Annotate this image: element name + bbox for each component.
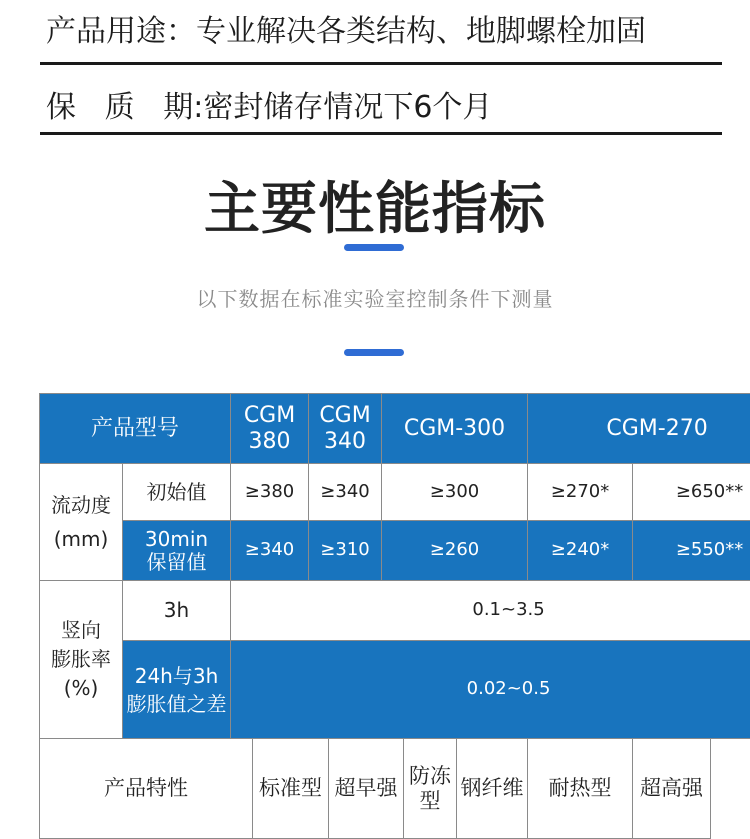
subtitle-accent-bar	[344, 349, 404, 356]
flow-retained-cgm380: ≥340	[231, 521, 309, 581]
flow-retained-cgm300: ≥260	[382, 521, 528, 581]
performance-table	[39, 393, 750, 839]
table-row	[40, 641, 750, 739]
expansion-24h-value: 0.02~0.5	[231, 641, 750, 739]
shelf-life-line: 保 质 期:密封储存情况下6个月	[46, 82, 492, 126]
features-label: 产品特性	[40, 739, 253, 839]
flow-initial-cgm380: ≥380	[231, 464, 309, 521]
flow-initial-cgm270: ≥270*	[528, 464, 633, 521]
model-cgm380: CGM 380	[231, 394, 309, 464]
flow-initial-cgm340: ≥340	[309, 464, 382, 521]
divider-top	[40, 62, 722, 65]
model-cgm300: CGM-300	[382, 394, 528, 464]
title-accent-bar	[344, 244, 404, 251]
flow-initial-cgm300: ≥300	[382, 464, 528, 521]
section-subtitle: 以下数据在标准实验室控制条件下测量	[0, 283, 750, 312]
flow-retained-cgm270-alt: ≥550**	[633, 521, 750, 581]
table-row	[40, 739, 750, 839]
flow-retained-cgm270: ≥240*	[528, 521, 633, 581]
table-row	[40, 464, 750, 521]
flow-retained-cgm340: ≥310	[309, 521, 382, 581]
expansion-3h-label: 3h	[123, 581, 231, 641]
feature-standard: 标准型	[253, 739, 329, 839]
flow-label: 流动度 (mm)	[40, 464, 123, 581]
expansion-label: 竖向 膨胀率 (%)	[40, 581, 123, 739]
flow-retained-label: 30min 保留值	[123, 521, 231, 581]
expansion-24h-label: 24h与3h 膨胀值之差	[123, 641, 231, 739]
flow-initial-label: 初始值	[123, 464, 231, 521]
flow-initial-cgm270-alt: ≥650**	[633, 464, 750, 521]
model-header-label: 产品型号	[40, 394, 231, 464]
feature-early-strength: 超早强	[329, 739, 404, 839]
table-row	[40, 581, 750, 641]
table-row	[40, 521, 750, 581]
table-row	[40, 394, 750, 464]
section-title: 主要性能指标	[0, 165, 750, 245]
expansion-3h-value: 0.1~3.5	[231, 581, 750, 641]
feature-antifreeze: 防冻型	[404, 739, 457, 839]
feature-steel-fiber: 钢纤维	[457, 739, 528, 839]
feature-heat-resistant: 耐热型	[528, 739, 633, 839]
feature-ultra-high-strength: 超高强	[633, 739, 711, 839]
divider-bottom	[40, 132, 722, 135]
usage-line: 产品用途：专业解决各类结构、地脚螺栓加固	[46, 6, 646, 50]
model-cgm340: CGM 340	[309, 394, 382, 464]
model-cgm270: CGM-270	[528, 394, 750, 464]
